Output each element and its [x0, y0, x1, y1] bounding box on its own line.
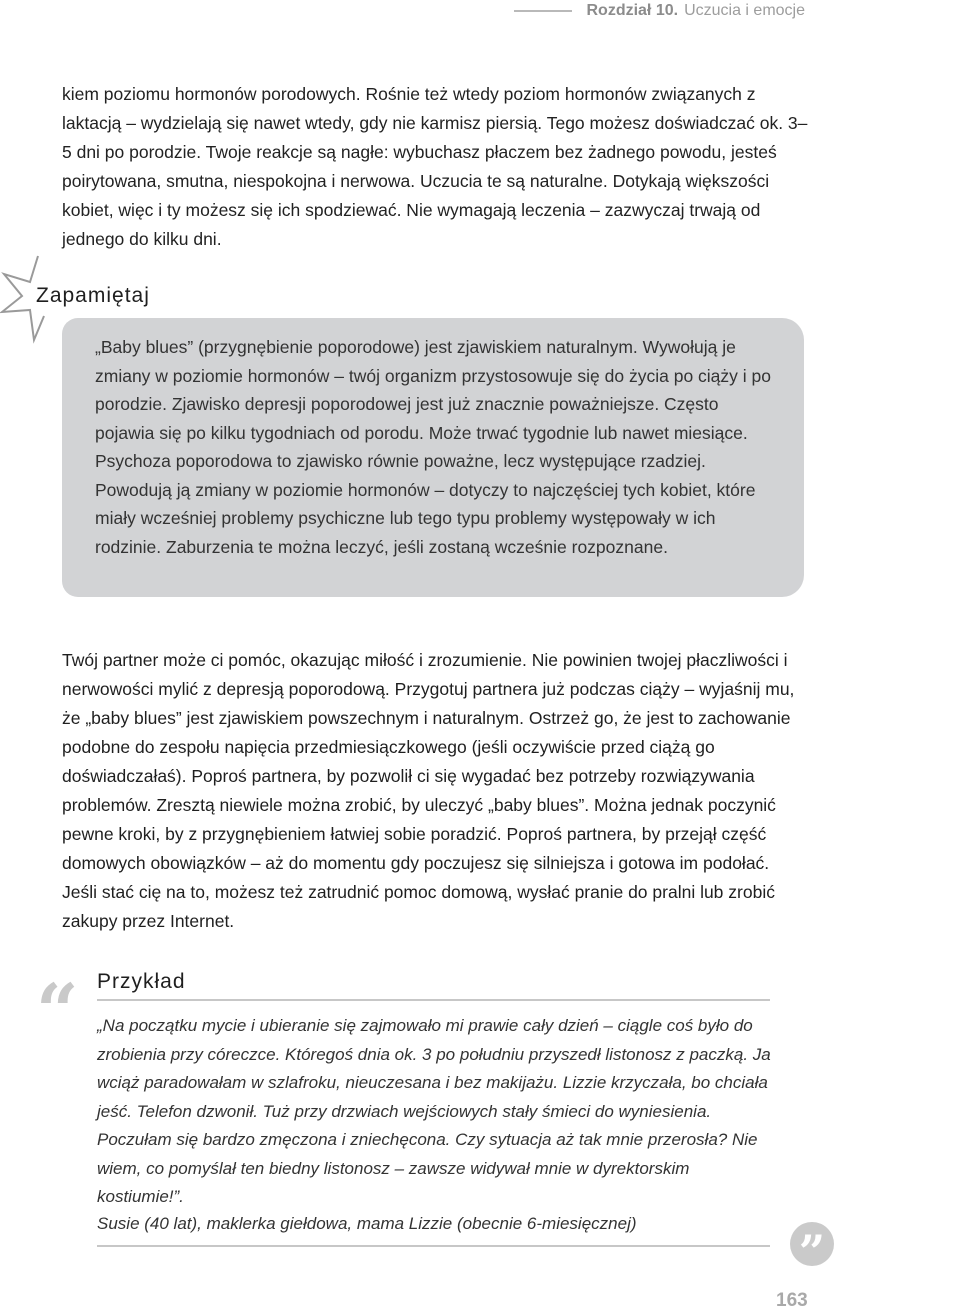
example-top-rule [97, 999, 770, 1001]
page-number: 163 [776, 1290, 808, 1311]
header-chapter: Rozdział 10. [586, 2, 679, 19]
remember-text: „Baby blues” (przygnębienie poporodowe) jest zjawiskiem naturalnym. Wywołują je zmiany w poziomie hormonów – twój organizm przystosowuje się do życia po ciąży i po porodzie. Zjawisko depresji poporodowej jest już znacznie poważniejsze. Często pojawia się po kilku tygodniach od porodu. Może trwać tygodnie lub nawet miesiące. Psychoza poporodowa to zjawisko równie poważne, lecz występujące rzadziej. Powodują ją zmiany w poziomie hormonów – dotyczy to najczęściej tych kobiet, które miały wcześniej problemy psychiczne lub tego typu problemy występowały w ich rodzinie. Zaburzenia te można leczyć, jeśli zostaną wcześnie rozpoznane. [95, 337, 771, 557]
quote-open-icon: “ [36, 969, 79, 1055]
example-bottom-rule [97, 1245, 770, 1247]
quote-close-icon: ” [790, 1222, 834, 1266]
header-topic: Uczucia i emocje [684, 2, 805, 19]
example-author: Susie (40 lat), maklerka giełdowa, mama Lizzie (obecnie 6-miesięcznej) [97, 1214, 637, 1233]
header-rule [514, 10, 572, 12]
example-quote-text: „Na początku mycie i ubieranie się zajmowało mi prawie cały dzień – ciągle coś było do zrobienia przy córeczce. Któregoś dnia ok. 3 po południu przyszedł listonosz z paczką. Ja wciąż paradowałam w szlafroku, nieuczesana i bez makijażu. Lizzie krzyczała, bo chciała jeść. Telefon dzwonił. Tuż przy drzwiach wejściowych stały śmieci do wyniesienia. Poczułam się bardzo zmęczona i zniechęcona. Czy sytuacja aż tak mnie przerosła? Nie wiem, co pomyślał ten biedny listonosz – zawsze widywał mnie w dyrektorskim kostiumie!”. [97, 1016, 771, 1206]
example-title: Przykład [97, 970, 186, 993]
body-paragraph-2: Twój partner może ci pomóc, okazując miłość i zrozumienie. Nie powinien twojej płaczliwości i nerwowości mylić z depresją poporodową. Przygotuj partnera już podczas ciąży – wyjaśnij mu, że „baby blues” jest zjawiskiem powszechnym i naturalnym. Ostrzeż go, że jest to zachowanie podobne do zespołu napięcia przedmiesiączkowego (jeśli oczywiście przed ciążą go doświadczałaś). Poproś partnera, by pozwolił ci się wygadać bez potrzeby rozwiązywania problemów. Zresztą niewiele można zrobić, by uleczyć „baby blues”. Można jednak poczynić pewne kroki, by z przygnębieniem łatwiej sobie poradzić. Poproś partnera, by przejął część domowych obowiązków – aż do momentu gdy poczujesz się silniejsza i gotowa im podołać. Jeśli stać cię na to, możesz też zatrudnić pomoc domową, wysłać pranie do pralni lub zrobić zakupy przez Internet. [62, 650, 795, 931]
running-header [514, 0, 805, 22]
body-paragraph-1: kiem poziomu hormonów porodowych. Rośnie też wtedy poziom hormonów związanych z laktacją – wydzielają się nawet wtedy, gdy nie karmisz piersią. Tego możesz doświadczać ok. 3–5 dni po porodzie. Twoje reakcje są nagłe: wybuchasz płaczem bez żadnego powodu, jesteś poirytowana, smutna, niespokojna i nerwowa. Uczucia te są naturalne. Dotykają większości kobiet, więc i ty możesz się ich spodziewać. Nie wymagają leczenia – zazwyczaj trwają od jednego do kilku dni. [62, 84, 808, 249]
remember-title: Zapamiętaj [36, 284, 150, 307]
